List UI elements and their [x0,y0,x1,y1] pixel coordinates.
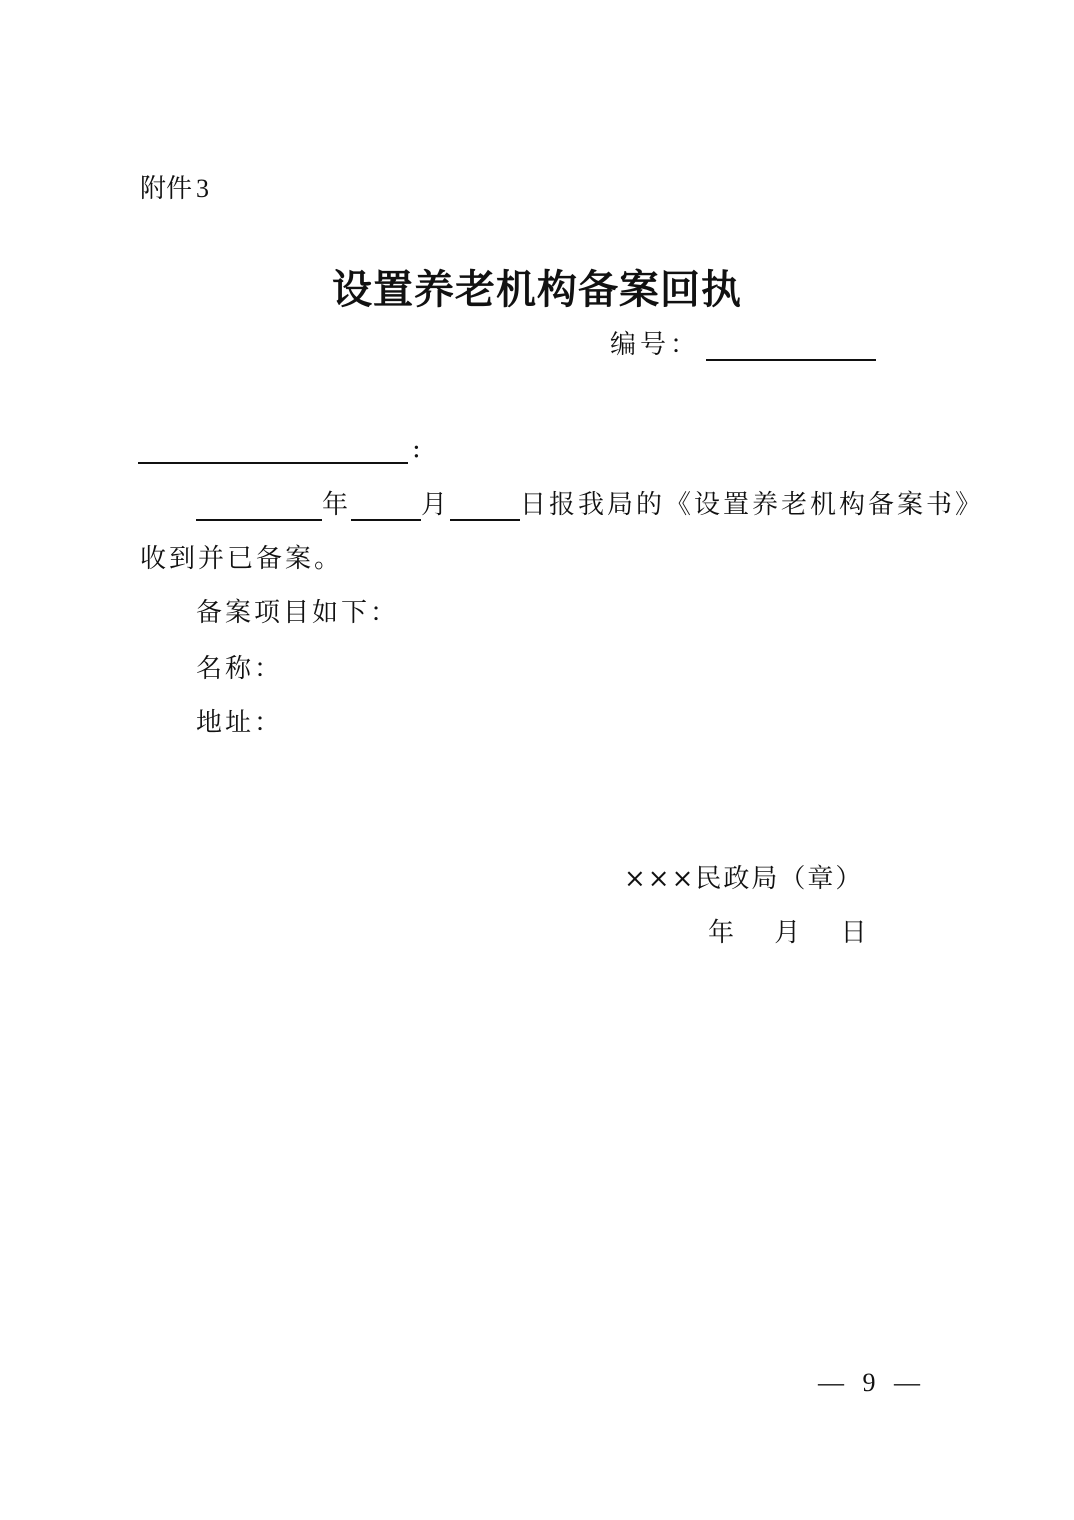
attachment-label [140,168,209,205]
signature-date [708,912,867,949]
serial-number-label: 编号： [610,330,701,360]
address-label: 地址： [196,708,284,738]
page-number: — 9 — [818,1368,926,1397]
page-title: 设置养老机构备案回执 [332,266,742,313]
attachment-word: 附件 [140,174,193,204]
month-unit: 月 [421,490,451,520]
year-blank [196,489,322,521]
attachment-number: 3 [196,174,210,203]
month-blank [351,489,421,521]
addressee-row [138,432,421,464]
addressee-blank [138,432,408,464]
year-unit: 年 [322,490,352,520]
receipt-line-1 [196,484,984,521]
day-blank [450,489,520,521]
receipt-line-2: 收到并已备案。 [140,544,344,574]
name-label: 名称： [196,654,284,684]
issuing-authority: ×××民政局（章） [624,864,864,894]
date-day-unit: 日 [840,918,867,948]
date-month-unit: 月 [774,918,801,948]
receipt-line-1-text: 日报我局的《设置养老机构备案书》 [520,490,985,520]
serial-number-row [610,324,876,361]
addressee-colon: : [412,434,421,464]
items-heading: 备案项目如下： [196,598,400,628]
date-year-unit: 年 [708,918,735,948]
serial-number-blank [706,329,876,361]
